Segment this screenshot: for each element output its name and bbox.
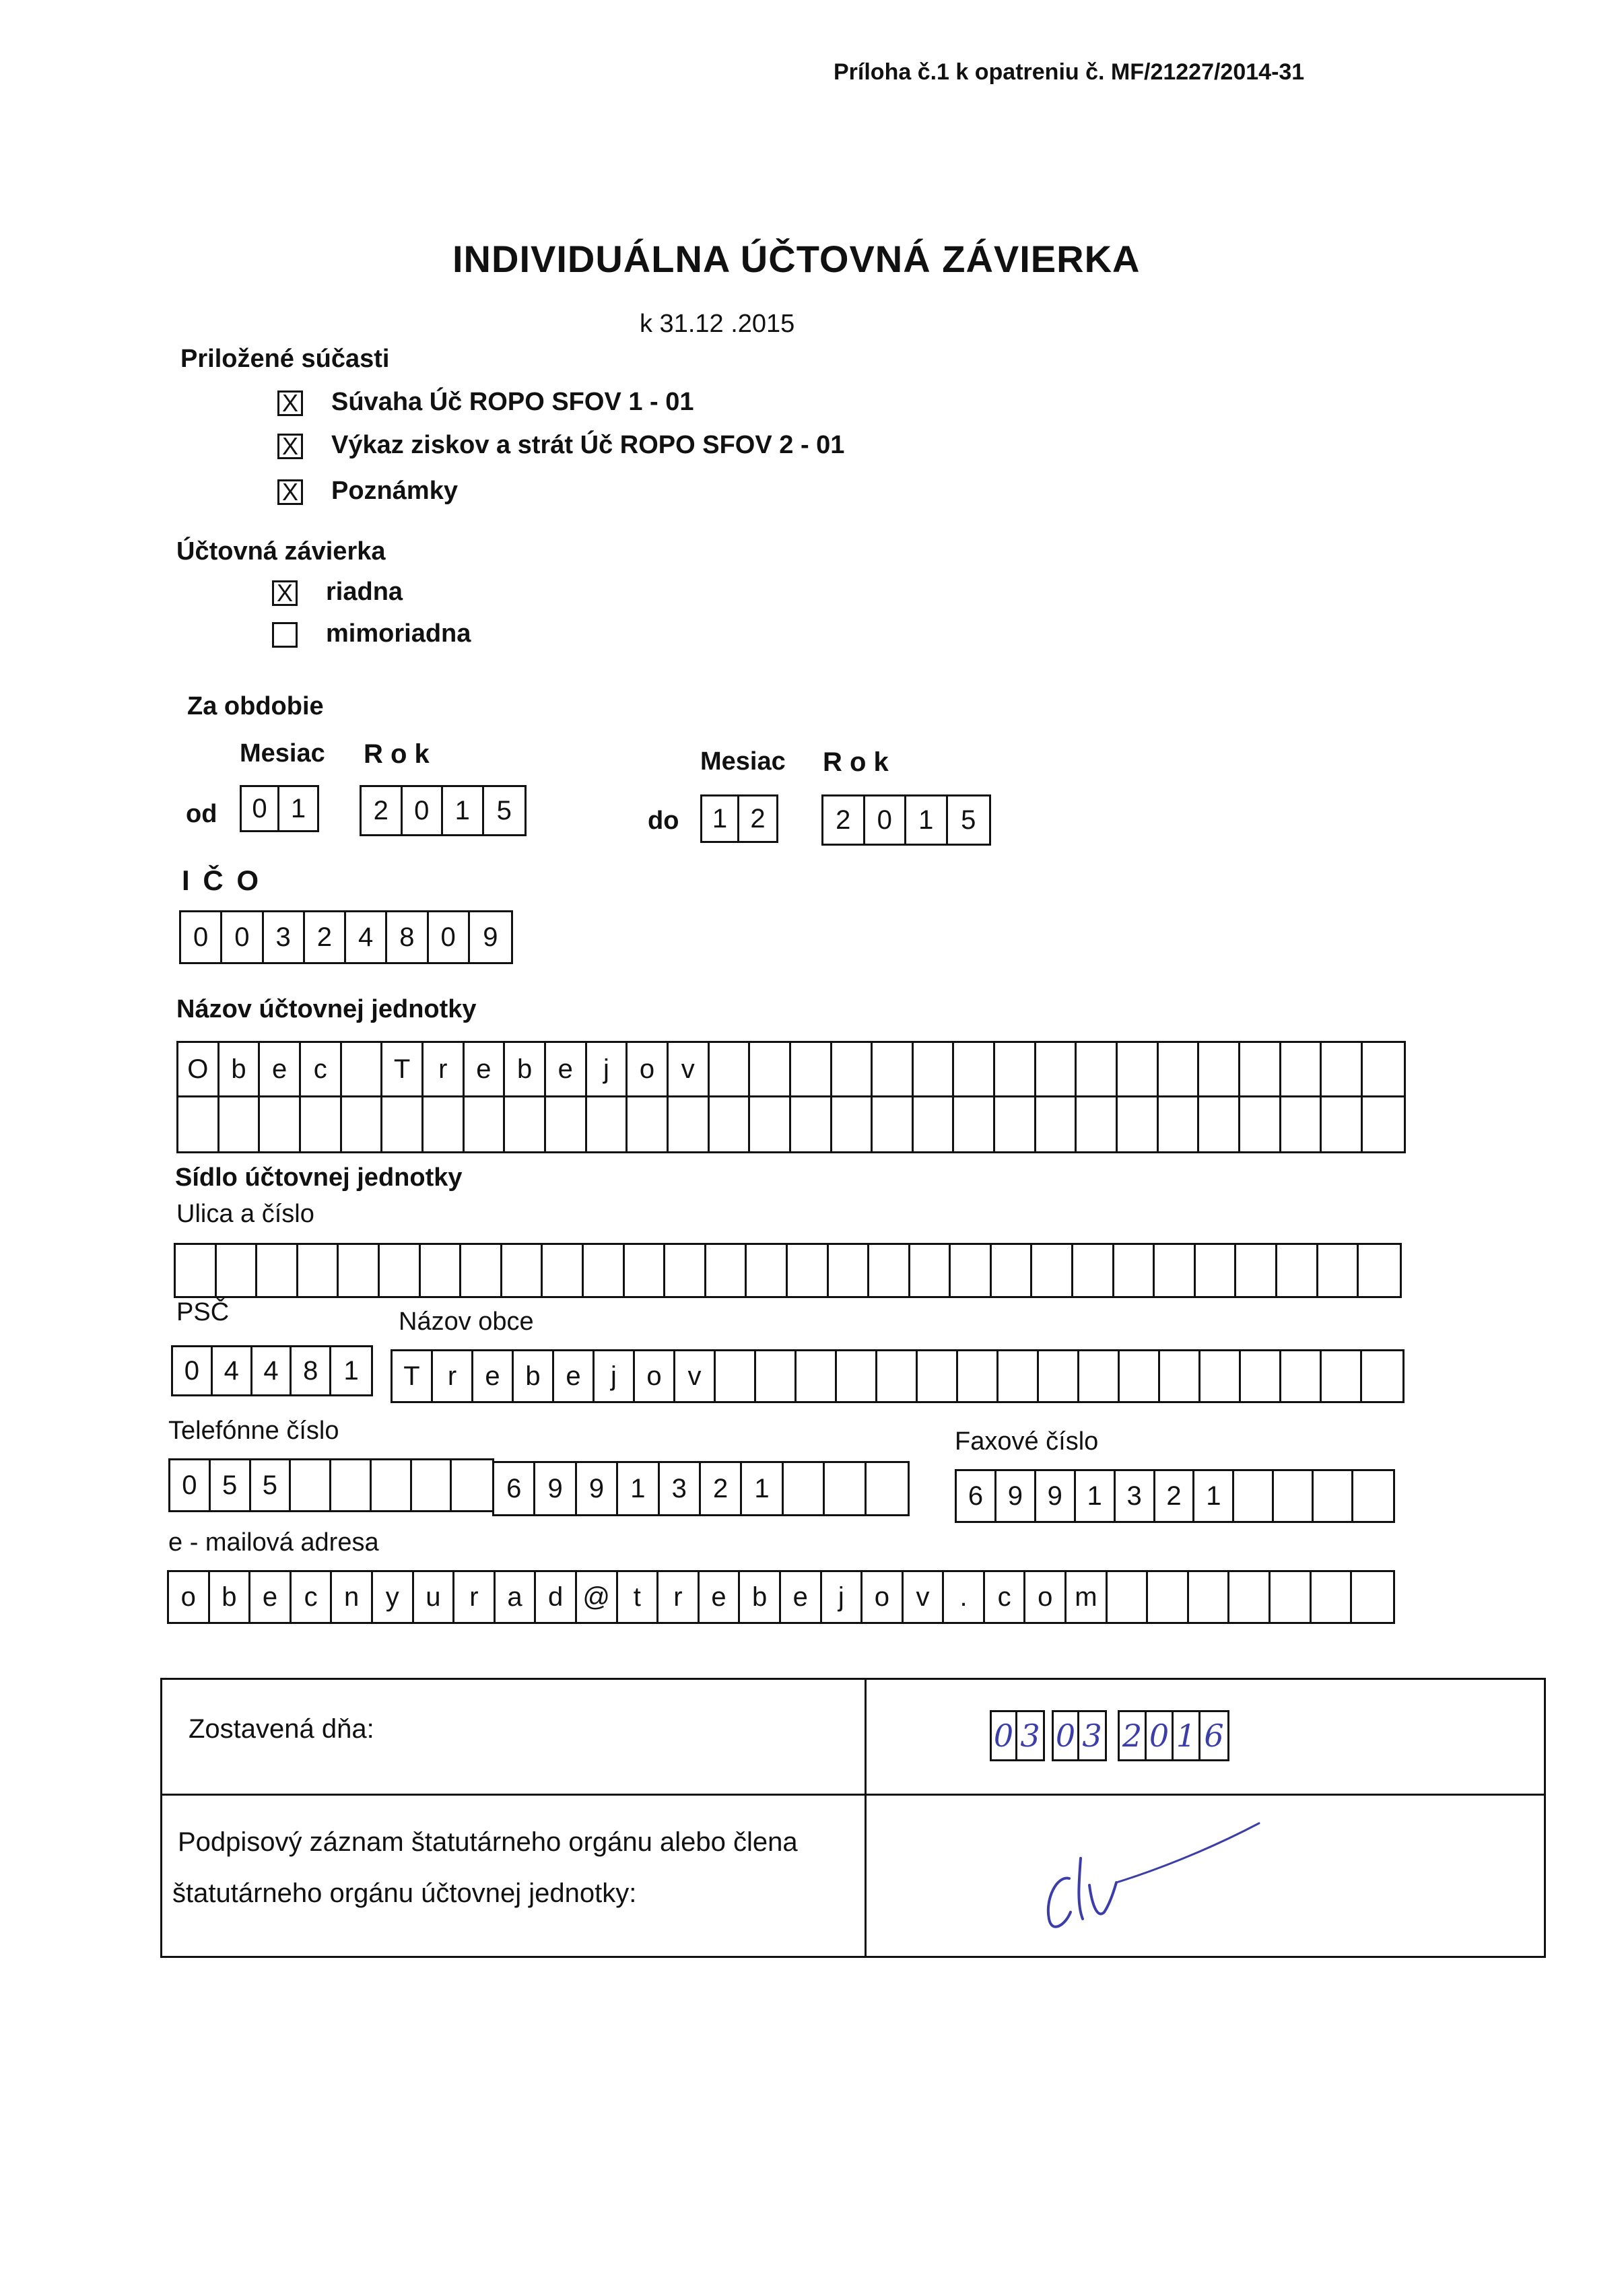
compiled-date-digit: 6: [1204, 1718, 1224, 1754]
char-cell: [710, 1097, 751, 1151]
char-cell: 4: [213, 1347, 252, 1394]
char-cell: 6: [494, 1463, 535, 1514]
statement_type-label-1: mimoriadna: [326, 619, 471, 648]
char-cell: [625, 1245, 666, 1296]
char-cell: [339, 1245, 380, 1296]
town-boxes[interactable]: [391, 1349, 1405, 1403]
char-cell: 5: [496, 795, 512, 825]
char-cell: [380, 1245, 421, 1296]
char-cell: [1077, 1043, 1118, 1095]
attachments-checkbox-1[interactable]: X: [277, 434, 303, 459]
char-cell: 3: [660, 1463, 701, 1514]
char-cell: [421, 1245, 462, 1296]
char-cell: [750, 1097, 791, 1151]
char-cell: [750, 1043, 791, 1095]
seat-heading: Sídlo účtovnej jednotky: [175, 1163, 463, 1192]
char-cell: [756, 1351, 797, 1401]
char-cell: [1189, 1572, 1230, 1622]
statement_type-checkbox-1[interactable]: [272, 622, 298, 648]
from-year-label: R o k: [364, 739, 430, 769]
psc-boxes[interactable]: [171, 1345, 373, 1396]
char-cell: e: [465, 1043, 506, 1095]
char-cell: v: [904, 1572, 945, 1622]
char-cell: [877, 1351, 918, 1401]
compiled-label: Zostavená dňa:: [189, 1714, 374, 1744]
char-cell: 2: [362, 787, 403, 834]
char-cell: [1322, 1351, 1362, 1401]
phone-prefix-boxes[interactable]: [168, 1458, 494, 1512]
char-cell: [1352, 1572, 1393, 1622]
char-cell: O: [178, 1043, 219, 1095]
char-cell: 0: [181, 912, 222, 962]
char-cell: [461, 1245, 502, 1296]
char-cell: [1234, 1471, 1274, 1521]
char-cell: [918, 1351, 958, 1401]
entity-name-row2[interactable]: [176, 1095, 1406, 1153]
char-cell: [867, 1463, 908, 1514]
char-cell: @: [577, 1572, 618, 1622]
ico-boxes[interactable]: [179, 910, 513, 964]
char-cell: [914, 1097, 955, 1151]
char-cell: [502, 1245, 543, 1296]
char-cell: [291, 1460, 331, 1510]
char-cell: [1241, 1351, 1281, 1401]
char-cell: [1359, 1245, 1400, 1296]
char-cell: [1229, 1572, 1271, 1622]
char-cell: o: [1025, 1572, 1067, 1622]
from-year-boxes[interactable]: [360, 785, 527, 836]
char-cell: [1073, 1245, 1114, 1296]
char-cell: [791, 1043, 832, 1095]
attachments-label-0: Súvaha Úč ROPO SFOV 1 - 01: [331, 388, 694, 416]
char-cell: [1036, 1097, 1077, 1151]
from-month-label: Mesiac: [240, 739, 325, 768]
char-cell: b: [219, 1043, 261, 1095]
char-cell: 5: [961, 805, 976, 835]
char-cell: 4: [252, 1347, 292, 1394]
char-cell: [1159, 1097, 1200, 1151]
char-cell: d: [536, 1572, 577, 1622]
char-cell: j: [587, 1043, 628, 1095]
char-cell: r: [454, 1572, 496, 1622]
char-cell: [412, 1460, 452, 1510]
char-cell: [958, 1351, 999, 1401]
char-cell: [452, 1460, 492, 1510]
compiled-date-digit: 0: [1054, 1712, 1079, 1759]
char-cell: [1281, 1351, 1322, 1401]
statement-type-heading: Účtovná závierka: [176, 537, 386, 566]
char-cell: 0: [173, 1347, 213, 1394]
char-cell: m: [1067, 1572, 1108, 1622]
char-cell: [1271, 1572, 1312, 1622]
char-cell: [995, 1097, 1036, 1151]
char-cell: 0: [429, 912, 470, 962]
char-cell: 5: [211, 1460, 251, 1510]
email-label: e - mailová adresa: [168, 1528, 379, 1557]
char-cell: 8: [387, 912, 428, 962]
char-cell: 0: [403, 787, 444, 834]
char-cell: 1: [1194, 1471, 1234, 1521]
char-cell: [424, 1097, 465, 1151]
char-cell: [505, 1097, 546, 1151]
footer-horizontal-divider: [162, 1794, 1545, 1796]
char-cell: [584, 1245, 625, 1296]
char-cell: e: [260, 1043, 301, 1095]
char-cell: [669, 1097, 710, 1151]
entity-name-row1[interactable]: [176, 1041, 1406, 1097]
document-reference: Príloha č.1 k opatreniu č. MF/21227/2014-31: [834, 59, 1305, 85]
char-cell: 4: [346, 912, 387, 962]
char-cell: c: [301, 1043, 342, 1095]
compiled-date-digit: 2: [1120, 1712, 1147, 1759]
char-cell: [832, 1097, 873, 1151]
char-cell: [1200, 1351, 1241, 1401]
char-cell: [1274, 1471, 1314, 1521]
char-cell: [1039, 1351, 1079, 1401]
char-cell: [1159, 1043, 1200, 1095]
char-cell: o: [862, 1572, 904, 1622]
char-cell: [176, 1245, 217, 1296]
char-cell: [829, 1245, 870, 1296]
to-month-label: Mesiac: [700, 747, 786, 776]
char-cell: [869, 1245, 910, 1296]
char-cell: [999, 1351, 1039, 1401]
char-cell: [465, 1097, 506, 1151]
char-cell: [1118, 1043, 1159, 1095]
char-cell: [1312, 1572, 1353, 1622]
char-cell: [995, 1043, 1036, 1095]
char-cell: [1318, 1245, 1359, 1296]
char-cell: y: [373, 1572, 414, 1622]
phone-number-boxes[interactable]: [492, 1461, 910, 1516]
char-cell: [1240, 1043, 1281, 1095]
fax-number-boxes[interactable]: [955, 1469, 1395, 1523]
char-cell: [1077, 1097, 1118, 1151]
char-cell: [665, 1245, 706, 1296]
char-cell: [1199, 1097, 1240, 1151]
char-cell: e: [700, 1572, 741, 1622]
char-cell: [257, 1245, 298, 1296]
char-cell: 1: [1076, 1471, 1116, 1521]
char-cell: v: [669, 1043, 710, 1095]
compiled-date-digit: 0: [992, 1712, 1017, 1759]
char-cell: o: [628, 1043, 669, 1095]
char-cell: [837, 1351, 877, 1401]
char-cell: 8: [292, 1347, 331, 1394]
entity-name-label: Názov účtovnej jednotky: [176, 995, 477, 1023]
char-cell: r: [433, 1351, 473, 1401]
char-cell: r: [424, 1043, 465, 1095]
char-cell: 1: [290, 793, 306, 823]
char-cell: 5: [251, 1460, 292, 1510]
char-cell: 6: [957, 1471, 996, 1521]
char-cell: [1353, 1471, 1393, 1521]
char-cell: e: [473, 1351, 514, 1401]
char-cell: [832, 1043, 873, 1095]
to-year-label: R o k: [823, 747, 889, 777]
char-cell: [382, 1097, 424, 1151]
char-cell: 1: [618, 1463, 659, 1514]
char-cell: [1148, 1572, 1189, 1622]
compiled-date-digit: 3: [1082, 1718, 1102, 1754]
char-cell: [951, 1245, 992, 1296]
attachments-label-1: Výkaz ziskov a strát Úč ROPO SFOV 2 - 01: [331, 431, 845, 459]
char-cell: b: [740, 1572, 781, 1622]
char-cell: [1281, 1043, 1322, 1095]
char-cell: u: [414, 1572, 455, 1622]
char-cell: 1: [906, 796, 948, 844]
char-cell: t: [618, 1572, 659, 1622]
char-cell: r: [658, 1572, 700, 1622]
compiled-date-group-1[interactable]: [1052, 1710, 1107, 1761]
to-month-boxes[interactable]: [700, 794, 778, 843]
char-cell: 9: [535, 1463, 576, 1514]
char-cell: [1114, 1245, 1155, 1296]
char-cell: n: [332, 1572, 373, 1622]
char-cell: [1277, 1245, 1318, 1296]
street-label: Ulica a číslo: [176, 1200, 314, 1228]
char-cell: o: [635, 1351, 675, 1401]
char-cell: [1363, 1097, 1404, 1151]
char-cell: [587, 1097, 628, 1151]
char-cell: [1032, 1245, 1073, 1296]
char-cell: [301, 1097, 342, 1151]
char-cell: [954, 1043, 995, 1095]
char-cell: [178, 1097, 219, 1151]
char-cell: [1160, 1351, 1200, 1401]
char-cell: [1196, 1245, 1237, 1296]
char-cell: 2: [823, 796, 865, 844]
char-cell: 3: [264, 912, 305, 962]
char-cell: b: [210, 1572, 251, 1622]
phone-label: Telefónne číslo: [168, 1417, 339, 1445]
char-cell: [543, 1245, 584, 1296]
compiled-date-digit: 0: [1147, 1712, 1174, 1759]
char-cell: [1314, 1471, 1353, 1521]
char-cell: 2: [750, 803, 766, 834]
char-cell: [788, 1245, 829, 1296]
compiled-date-group-2[interactable]: [1118, 1710, 1229, 1761]
char-cell: 2: [1155, 1471, 1195, 1521]
char-cell: [791, 1097, 832, 1151]
char-cell: 1: [702, 796, 739, 841]
char-cell: T: [382, 1043, 424, 1095]
from-label: od: [186, 800, 217, 828]
attachments-checkbox-2[interactable]: X: [277, 479, 303, 505]
footer-vertical-divider: [865, 1679, 867, 1957]
town-label: Názov obce: [399, 1308, 534, 1336]
char-cell: 9: [483, 922, 498, 952]
char-cell: 0: [242, 787, 279, 830]
char-cell: [716, 1351, 756, 1401]
char-cell: e: [554, 1351, 595, 1401]
char-cell: 0: [865, 796, 907, 844]
char-cell: j: [595, 1351, 635, 1401]
signature-label-line1: Podpisový záznam štatutárneho orgánu alebo člena: [178, 1827, 798, 1857]
char-cell: [1322, 1043, 1363, 1095]
char-cell: [1155, 1245, 1196, 1296]
char-cell: b: [514, 1351, 554, 1401]
char-cell: [260, 1097, 301, 1151]
as-of-date: k 31.12 .2015: [640, 310, 795, 338]
period-heading: Za obdobie: [187, 692, 324, 720]
signature-label-line2: štatutárneho orgánu účtovnej jednotky:: [172, 1878, 637, 1908]
char-cell: .: [944, 1572, 985, 1622]
statement_type-label-0: riadna: [326, 578, 403, 606]
char-cell: [628, 1097, 669, 1151]
char-cell: 9: [577, 1463, 618, 1514]
char-cell: [992, 1245, 1033, 1296]
char-cell: 1: [443, 787, 484, 834]
char-cell: c: [292, 1572, 333, 1622]
char-cell: [1118, 1097, 1159, 1151]
char-cell: [747, 1245, 788, 1296]
char-cell: v: [675, 1351, 716, 1401]
document-title: INDIVIDUÁLNA ÚČTOVNÁ ZÁVIERKA: [452, 238, 1141, 280]
char-cell: [1108, 1572, 1149, 1622]
char-cell: 2: [701, 1463, 742, 1514]
char-cell: e: [250, 1572, 292, 1622]
char-cell: a: [496, 1572, 537, 1622]
char-cell: [219, 1097, 261, 1151]
char-cell: [825, 1463, 866, 1514]
char-cell: [797, 1351, 837, 1401]
char-cell: [873, 1043, 914, 1095]
char-cell: [784, 1463, 825, 1514]
from-month-boxes[interactable]: [240, 785, 319, 832]
compiled-date-group-0[interactable]: [990, 1710, 1045, 1761]
email-boxes[interactable]: [167, 1570, 1395, 1624]
char-cell: [710, 1043, 751, 1095]
char-cell: [372, 1460, 412, 1510]
char-cell: 1: [742, 1463, 783, 1514]
char-cell: 9: [996, 1471, 1036, 1521]
char-cell: [1363, 1043, 1404, 1095]
psc-label: PSČ: [176, 1298, 230, 1326]
char-cell: [910, 1245, 951, 1296]
char-cell: [1036, 1043, 1077, 1095]
char-cell: 3: [1116, 1471, 1155, 1521]
street-boxes[interactable]: [174, 1243, 1402, 1298]
char-cell: b: [505, 1043, 546, 1095]
char-cell: [1236, 1245, 1277, 1296]
char-cell: [1322, 1097, 1363, 1151]
char-cell: [706, 1245, 747, 1296]
fax-label: Faxové číslo: [955, 1427, 1099, 1456]
char-cell: [914, 1043, 955, 1095]
char-cell: 0: [170, 1460, 211, 1510]
to-label: do: [648, 807, 679, 835]
char-cell: 2: [305, 912, 346, 962]
attachments-checkbox-0[interactable]: X: [277, 391, 303, 416]
handwritten-signature: [1030, 1818, 1273, 1939]
char-cell: [342, 1043, 383, 1095]
char-cell: 1: [343, 1355, 359, 1386]
statement_type-checkbox-0[interactable]: X: [272, 580, 298, 606]
char-cell: [1281, 1097, 1322, 1151]
char-cell: [873, 1097, 914, 1151]
char-cell: [1199, 1043, 1240, 1095]
compiled-date-digit: 3: [1020, 1718, 1040, 1754]
attachments-label-2: Poznámky: [331, 477, 458, 505]
attachments-heading: Priložené súčasti: [180, 345, 390, 373]
char-cell: [217, 1245, 258, 1296]
char-cell: 9: [1036, 1471, 1076, 1521]
char-cell: [954, 1097, 995, 1151]
char-cell: j: [822, 1572, 863, 1622]
ico-label: I Č O: [182, 864, 262, 896]
char-cell: [1079, 1351, 1120, 1401]
char-cell: [298, 1245, 339, 1296]
char-cell: e: [546, 1043, 587, 1095]
compiled-date-digit: 1: [1174, 1712, 1200, 1759]
char-cell: T: [393, 1351, 433, 1401]
to-year-boxes[interactable]: [821, 794, 991, 846]
char-cell: o: [169, 1572, 210, 1622]
char-cell: e: [781, 1572, 822, 1622]
char-cell: [331, 1460, 372, 1510]
char-cell: [1120, 1351, 1160, 1401]
char-cell: [546, 1097, 587, 1151]
char-cell: [342, 1097, 383, 1151]
char-cell: c: [985, 1572, 1026, 1622]
char-cell: [1240, 1097, 1281, 1151]
char-cell: 0: [222, 912, 263, 962]
char-cell: [1362, 1351, 1402, 1401]
